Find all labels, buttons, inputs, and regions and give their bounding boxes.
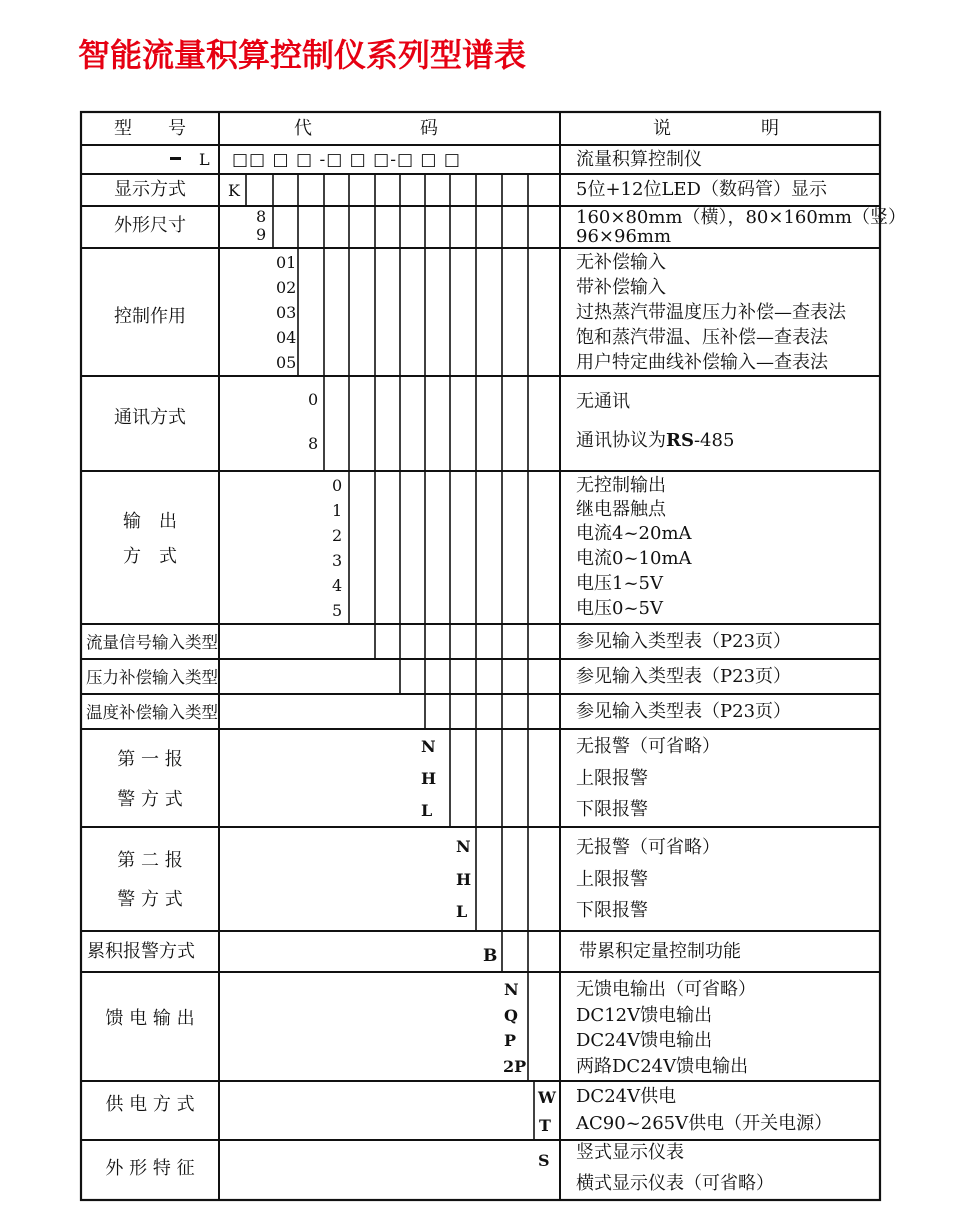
- model-dash: [170, 157, 181, 160]
- control-description: 无补偿输入: [576, 252, 666, 273]
- control-label: 控制作用: [114, 306, 186, 327]
- shape-code: S: [538, 1151, 550, 1170]
- size-description-2: 96×96mm: [576, 226, 672, 247]
- control-code: 02: [276, 278, 297, 297]
- flow-input-label: 流量信号输入类型: [86, 633, 218, 652]
- feed-label: 馈 电 输 出: [105, 1008, 195, 1029]
- header-code: 代 码: [294, 118, 438, 139]
- feed-description: DC24V馈电输出: [576, 1030, 713, 1051]
- output-description: 电流0~10mA: [576, 548, 692, 569]
- pressure-input-label: 压力补偿输入类型: [86, 668, 218, 687]
- size-description-1: 160×80mm（横），80×160mm（竖）: [576, 207, 906, 228]
- control-description: 带补偿输入: [576, 277, 666, 298]
- alarm2-code: N: [456, 837, 471, 856]
- output-description: 无控制输出: [576, 475, 666, 496]
- feed-description: DC12V馈电输出: [576, 1005, 713, 1026]
- control-description: 过热蒸汽带温度压力补偿—查表法: [576, 302, 846, 323]
- comm-description-2: 通讯协议为RS-485: [576, 430, 735, 451]
- alarm1-description: 上限报警: [576, 768, 648, 789]
- shape-label: 外 形 特 征: [105, 1158, 195, 1179]
- alarm1-label-2: 警 方 式: [117, 789, 183, 810]
- output-code: 5: [332, 601, 343, 620]
- power-code: T: [539, 1116, 551, 1135]
- model-prefix: L: [199, 150, 210, 169]
- temp-input-label: 温度补偿输入类型: [86, 703, 218, 722]
- alarm2-description: 上限报警: [576, 869, 648, 890]
- alarm2-code: L: [456, 902, 468, 921]
- output-description: 电流4~20mA: [576, 523, 692, 544]
- accum-alarm-label: 累积报警方式: [87, 941, 195, 962]
- feed-code: N: [504, 980, 519, 999]
- page-title: 智能流量积算控制仪系列型谱表: [78, 36, 527, 74]
- output-code: 1: [332, 501, 343, 520]
- pressure-input-description: 参见输入类型表（P23页）: [576, 666, 792, 687]
- alarm1-code: N: [421, 737, 436, 756]
- output-label-2: 方 式: [123, 546, 177, 567]
- output-description: 继电器触点: [576, 499, 666, 520]
- shape-description: 竖式显示仪表: [576, 1142, 684, 1163]
- temp-input-description: 参见输入类型表（P23页）: [576, 701, 792, 722]
- feed-description: 无馈电输出（可省略）: [576, 979, 756, 1000]
- comm-code-8: 8: [308, 434, 319, 453]
- alarm2-description: 无报警（可省略）: [576, 837, 720, 858]
- power-description: AC90~265V供电（开关电源）: [576, 1113, 833, 1134]
- output-code: 2: [332, 526, 343, 545]
- power-label: 供 电 方 式: [105, 1094, 195, 1115]
- model-code-pattern: □□ □ □ -□ □ □-□ □ □: [232, 150, 461, 170]
- control-code: 03: [276, 303, 297, 322]
- display-label: 显示方式: [114, 179, 186, 200]
- feed-description: 两路DC24V馈电输出: [576, 1056, 749, 1077]
- feed-code: 2P: [503, 1057, 527, 1076]
- control-code: 04: [276, 328, 297, 347]
- output-code: 4: [332, 576, 343, 595]
- output-code: 3: [332, 551, 343, 570]
- size-label: 外形尺寸: [114, 215, 186, 236]
- flow-input-description: 参见输入类型表（P23页）: [576, 631, 792, 652]
- comm-description-1: 无通讯: [576, 391, 630, 412]
- control-code: 05: [276, 353, 297, 372]
- alarm2-description: 下限报警: [576, 900, 648, 921]
- alarm2-label-2: 警 方 式: [117, 889, 183, 910]
- feed-code: Q: [504, 1006, 518, 1025]
- alarm1-code: L: [421, 801, 433, 820]
- output-description: 电压1~5V: [576, 573, 663, 594]
- comm-label: 通讯方式: [114, 407, 186, 428]
- output-description: 电压0~5V: [576, 598, 663, 619]
- output-label-1: 输 出: [123, 511, 177, 532]
- shape-description: 横式显示仪表（可省略）: [576, 1173, 774, 1194]
- control-code: 01: [276, 253, 297, 272]
- size-code-8: 8: [256, 207, 267, 226]
- size-code-9: 9: [256, 225, 267, 244]
- alarm1-code: H: [421, 769, 437, 788]
- model-description: 流量积算控制仪: [576, 149, 702, 170]
- alarm1-description: 无报警（可省略）: [576, 736, 720, 757]
- control-description: 用户特定曲线补偿输入—查表法: [576, 352, 828, 373]
- control-description: 饱和蒸汽带温、压补偿—查表法: [576, 327, 828, 348]
- display-code: K: [228, 181, 240, 200]
- alarm1-description: 下限报警: [576, 799, 648, 820]
- alarm2-code: H: [456, 870, 472, 889]
- alarm1-label-1: 第 一 报: [117, 749, 183, 770]
- table-border: [81, 112, 880, 1200]
- alarm2-label-1: 第 二 报: [117, 850, 183, 871]
- feed-code: P: [504, 1031, 517, 1050]
- output-code: 0: [332, 476, 343, 495]
- header-description: 说 明: [653, 118, 779, 139]
- accum-alarm-description: 带累积定量控制功能: [579, 941, 741, 962]
- header-model: 型 号: [114, 118, 186, 139]
- accum-alarm-code: B: [483, 946, 498, 966]
- power-code: W: [538, 1088, 556, 1107]
- display-description: 5位+12位LED（数码管）显示: [576, 179, 827, 200]
- power-description: DC24V供电: [576, 1086, 677, 1107]
- comm-code-0: 0: [308, 390, 319, 409]
